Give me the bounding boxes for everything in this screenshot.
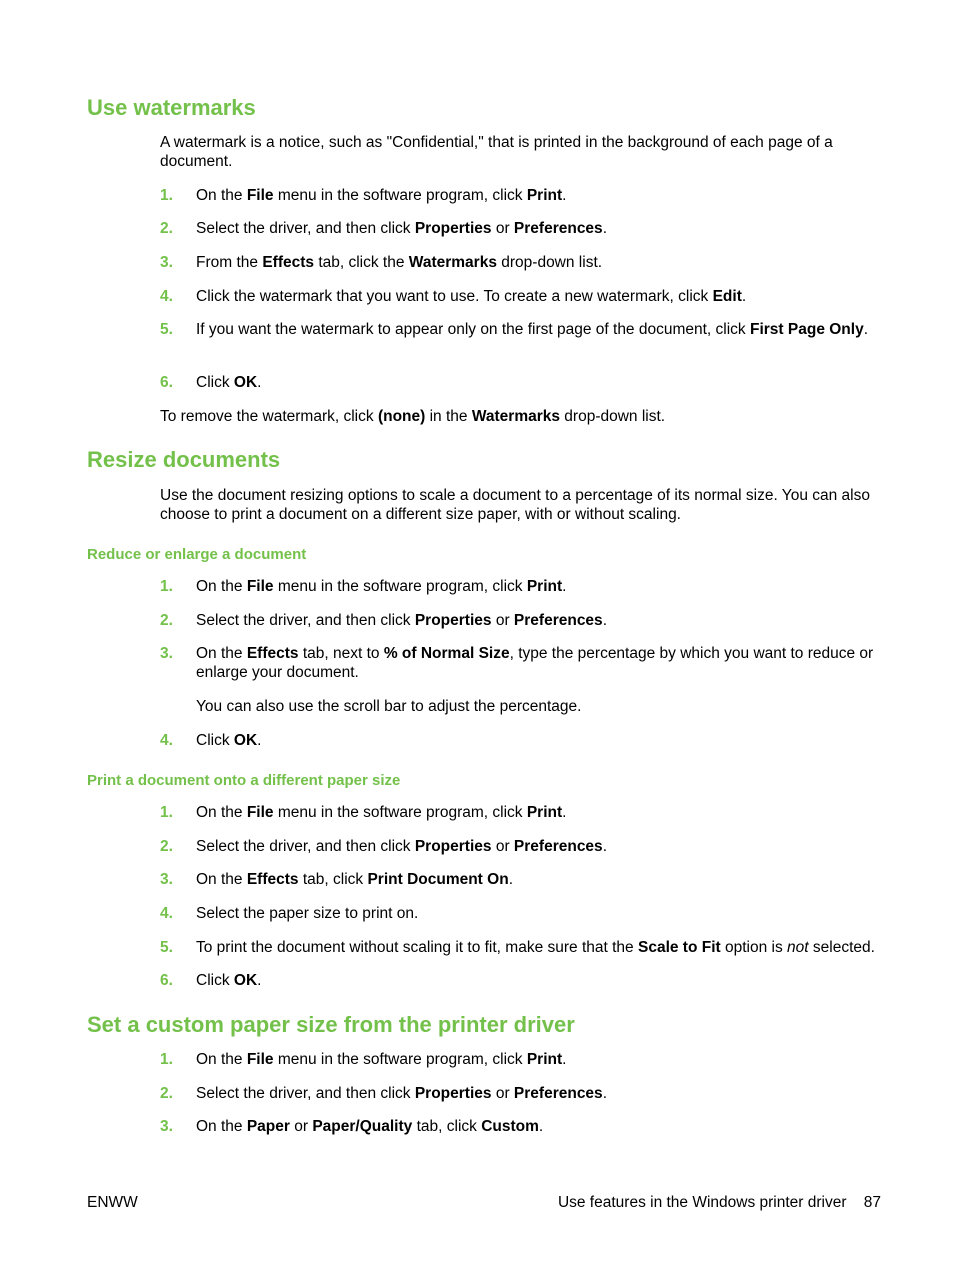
step-text: On the File menu in the software program, click Print.: [196, 578, 567, 595]
step-number: 3.: [160, 645, 173, 662]
step-text: Click OK.: [196, 972, 262, 989]
step-number: 5.: [160, 939, 173, 956]
step-number: 3.: [160, 871, 173, 888]
step-text: On the Effects tab, next to % of Normal Size, type the percentage by which you want to reduce or enlarge your document.: [196, 645, 874, 681]
subsection-title-paper: Print a document onto a different paper size: [87, 772, 401, 789]
step-text: On the Paper or Paper/Quality tab, click Custom.: [196, 1118, 544, 1135]
watermarks-outro: To remove the watermark, click (none) in the Watermarks drop-down list.: [160, 408, 666, 425]
step-number: 2.: [160, 838, 173, 855]
step-text: Select the driver, and then click Properties or Preferences.: [196, 612, 607, 629]
step-number: 2.: [160, 612, 173, 629]
step-text: Click OK.: [196, 732, 262, 749]
step-number: 2.: [160, 220, 173, 237]
step-number: 2.: [160, 1085, 173, 1102]
resize-intro: Use the document resizing options to scale a document to a percentage of its normal size. You can also choose to print a document on a different size paper, with or without scaling.: [160, 487, 870, 523]
step-number: 6.: [160, 972, 173, 989]
subsection-title-reduce: Reduce or enlarge a document: [87, 546, 307, 563]
step-text: On the Effects tab, click Print Document On.: [196, 871, 513, 888]
footer-left: ENWW: [87, 1194, 138, 1211]
step-text: On the File menu in the software program, click Print.: [196, 1051, 567, 1068]
step-number: 1.: [160, 1051, 173, 1068]
section-title-resize: Resize documents: [87, 447, 281, 472]
step-text: Select the driver, and then click Properties or Preferences.: [196, 1085, 607, 1102]
step-text: On the File menu in the software program, click Print.: [196, 804, 567, 821]
step-text: Select the driver, and then click Properties or Preferences.: [196, 220, 607, 237]
step-number: 4.: [160, 288, 173, 305]
watermarks-intro: A watermark is a notice, such as "Confidential," that is printed in the background of each page of a document.: [160, 134, 833, 170]
step-text: Select the driver, and then click Properties or Preferences.: [196, 838, 607, 855]
step-text: If you want the watermark to appear only on the first page of the document, click First Page Only.: [196, 321, 869, 338]
step-number: 3.: [160, 254, 173, 271]
step-number: 1.: [160, 804, 173, 821]
step-number: 3.: [160, 1118, 173, 1135]
step-text: Click the watermark that you want to use. To create a new watermark, click Edit.: [196, 288, 747, 305]
reduce-note: You can also use the scroll bar to adjust the percentage.: [196, 698, 582, 715]
section-title-custom: Set a custom paper size from the printer driver: [87, 1012, 575, 1037]
step-number: 5.: [160, 321, 173, 338]
step-number: 1.: [160, 578, 173, 595]
section-title-watermarks: Use watermarks: [87, 95, 256, 120]
step-text: Select the paper size to print on.: [196, 905, 419, 922]
step-number: 4.: [160, 905, 173, 922]
step-text: Click OK.: [196, 374, 262, 391]
step-number: 4.: [160, 732, 173, 749]
step-number: 6.: [160, 374, 173, 391]
step-text: From the Effects tab, click the Watermarks drop-down list.: [196, 254, 603, 271]
step-text: To print the document without scaling it to fit, make sure that the Scale to Fit option is not selected.: [196, 939, 875, 956]
step-text: On the File menu in the software program, click Print.: [196, 187, 567, 204]
step-number: 1.: [160, 187, 173, 204]
footer-right: Use features in the Windows printer driver 87: [557, 1194, 881, 1211]
